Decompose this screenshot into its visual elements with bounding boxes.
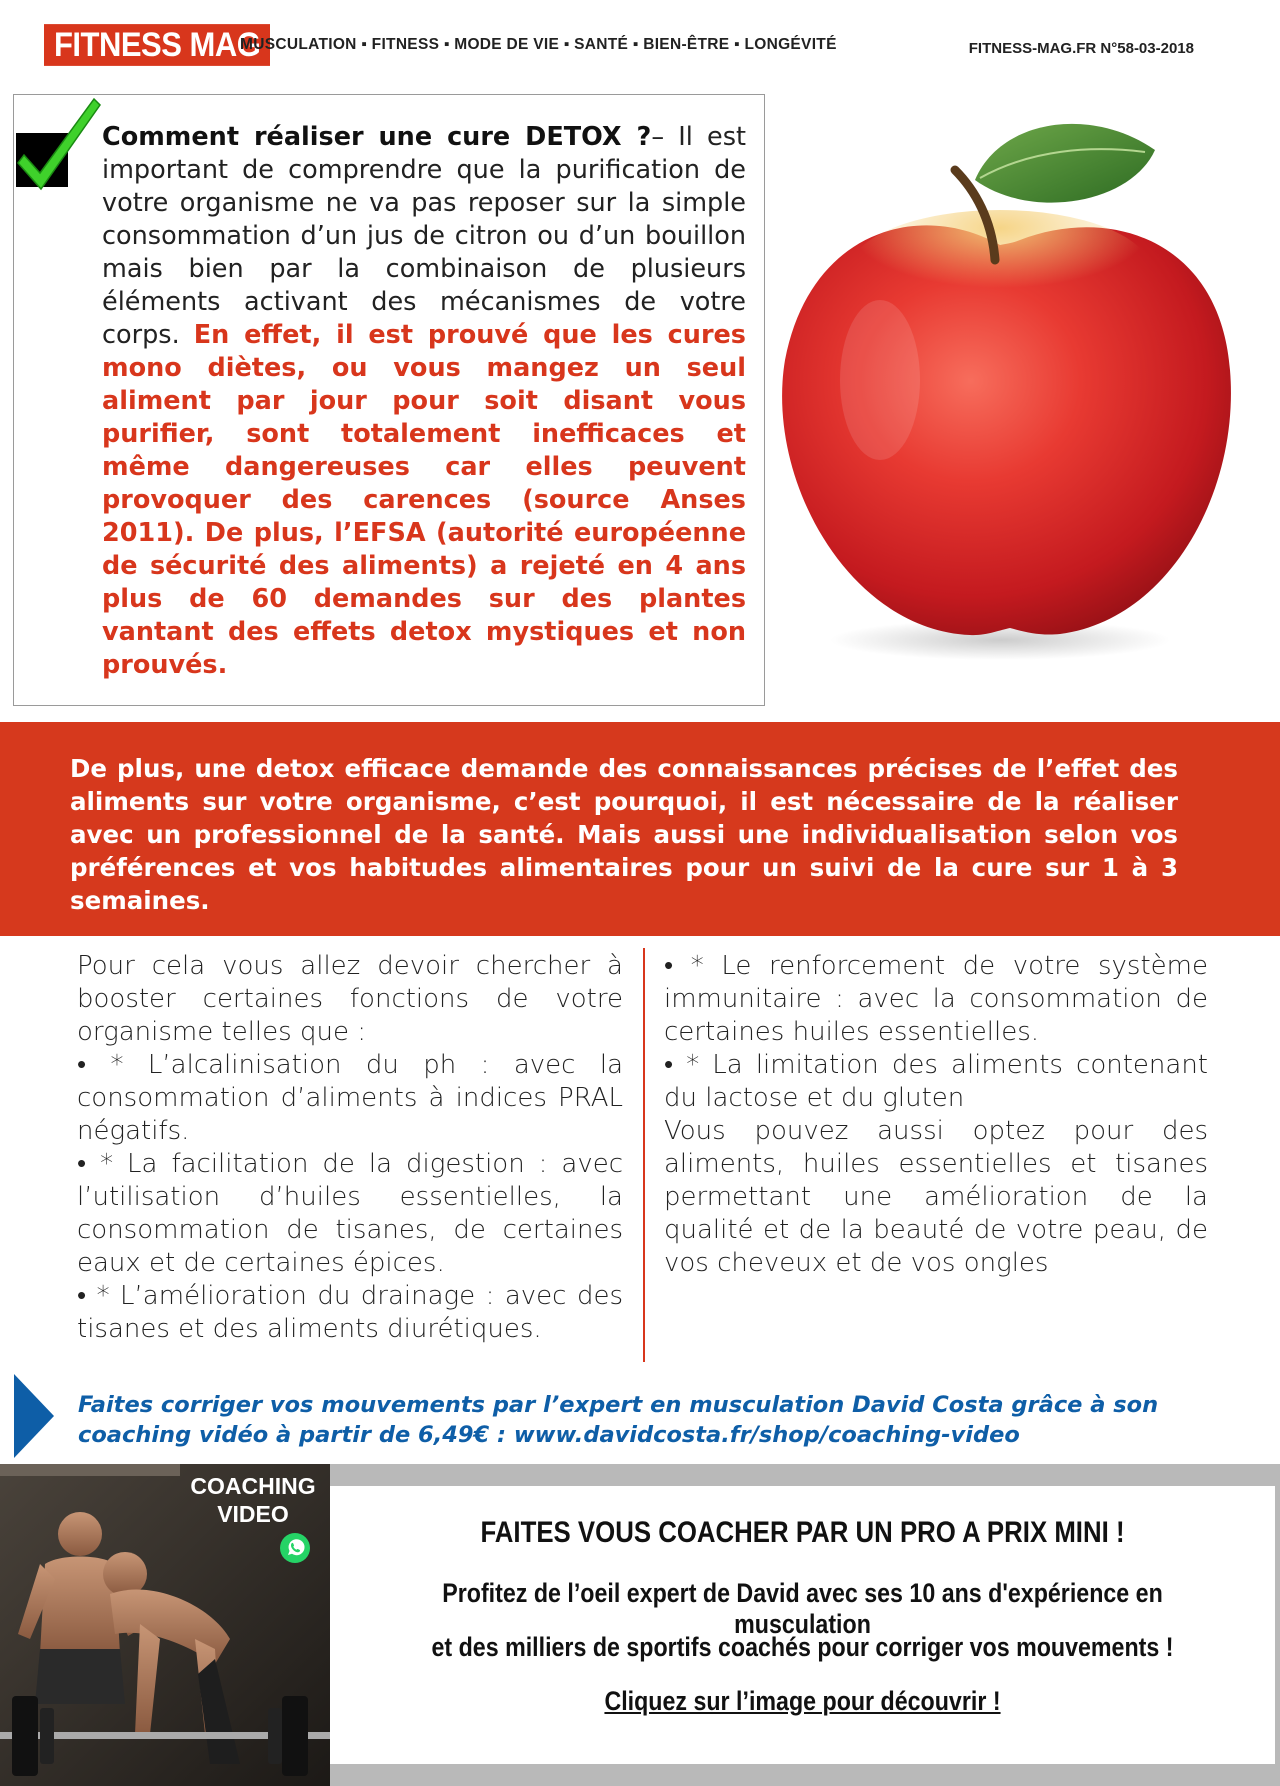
intro-body: – Il est important de comprendre que la purification de votre organisme ne va pas reposer sur la simple consommation d’un jus de citron ou d’un bouillon mais bien par la combinaison de plusieurs éléments activant des mécanismes de votre corps. (102, 122, 746, 350)
whatsapp-icon (279, 1532, 311, 1564)
issue-number: FITNESS-MAG.FR N°58-03-2018 (968, 40, 1194, 57)
intro-highlight: En effet, il est prouvé que les cures mono diètes, ou vous mangez un seul aliment par jour pour soit disant vous purifier, sont totalement inefficaces et même dangereuses car elles peuvent provoquer des carences (source Anses 2011). De plus, l’EFSA (autorité européenne de sécurité des aliments) a rejeté en 4 ans plus de 60 demandes sur des plantes vantant des effets detox mystiques et non prouvés. (102, 320, 746, 680)
coaching-banner[interactable] (0, 1464, 1280, 1786)
left-column (77, 950, 623, 1346)
left-bullet: • * L’alcalinisation du ph : avec la consommation d’aliments à indices PRAL négatifs. (77, 1050, 623, 1146)
promo-link[interactable]: Faites corriger vos mouvements par l’expert en musculation David Costa grâce à son coaching vidéo à partir de 6,49€ : www.davidcosta.fr/shop/coaching-video (78, 1392, 1159, 1448)
coaching-label-line2: VIDEO (217, 1501, 289, 1527)
apple-image (770, 110, 1260, 670)
coaching-video-label (178, 1472, 328, 1528)
right-bullet: • * Le renforcement de votre système immunitaire : avec la consommation de certaines huiles essentielles. (664, 951, 1208, 1047)
banner-line: Profitez de l’oeil expert de David avec ses 10 ans d'expérience en musculation (442, 1578, 1163, 1639)
left-bullet: • * L’amélioration du drainage : avec des tisanes et des aliments diurétiques. (77, 1281, 623, 1344)
banner-headline: FAITES VOUS COACHER PAR UN PRO A PRIX MINI ! (480, 1516, 1125, 1549)
intro-paragraph (102, 121, 746, 682)
banner-cta[interactable] (396, 1686, 1209, 1717)
right-bullet: • * La limitation des aliments contenant du lactose et du gluten (664, 1050, 1208, 1113)
left-bullet: • * La facilitation de la digestion : avec l’utilisation d’huiles essentielles, la consommation de tisanes, de certaines eaux et de certaines épices. (77, 1149, 623, 1278)
banner-cta-text[interactable]: Cliquez sur l’image pour découvrir ! (604, 1686, 1001, 1716)
intro-question: Comment réaliser une cure DETOX ? (102, 122, 652, 152)
page-header (0, 0, 1280, 80)
play-arrow-icon (14, 1374, 54, 1458)
brand-logo[interactable]: FITNESS MAG (44, 24, 270, 66)
band-paragraph: De plus, une detox efficace demande des connaissances précises de l’effet des aliments sur votre organisme, c’est pourquoi, il est nécessaire de la réaliser avec un professionnel de la santé. Mais aussi une individualisation selon vos préférences et vos habitudes alimentaires pour un suivi de la cure sur 1 à 3 semaines. (70, 754, 1178, 915)
intro-box (13, 94, 765, 706)
checkmark-icon (14, 93, 102, 203)
coaching-photo[interactable] (0, 1464, 330, 1786)
coaching-label-line1: COACHING (190, 1473, 316, 1499)
right-column (664, 950, 1208, 1280)
section-nav: MUSCULATION ▪ FITNESS ▪ MODE DE VIE ▪ SANTÉ ▪ BIEN-ÊTRE ▪ LONGÉVITÉ (240, 36, 837, 53)
highlight-band (0, 722, 1280, 936)
right-paragraph: Vous pouvez aussi optez pour des aliments, huiles essentielles et tisanes permettant une amélioration de la qualité et de la beauté de votre peau, de vos cheveux et de vos ongles (664, 1116, 1208, 1278)
left-paragraph: Pour cela vous allez devoir chercher à booster certaines fonctions de votre organisme telles que : (77, 951, 623, 1047)
column-divider (643, 948, 645, 1362)
banner-line: et des milliers de sportifs coachés pour corriger vos mouvements ! (431, 1632, 1174, 1662)
coaching-card[interactable] (330, 1486, 1275, 1764)
